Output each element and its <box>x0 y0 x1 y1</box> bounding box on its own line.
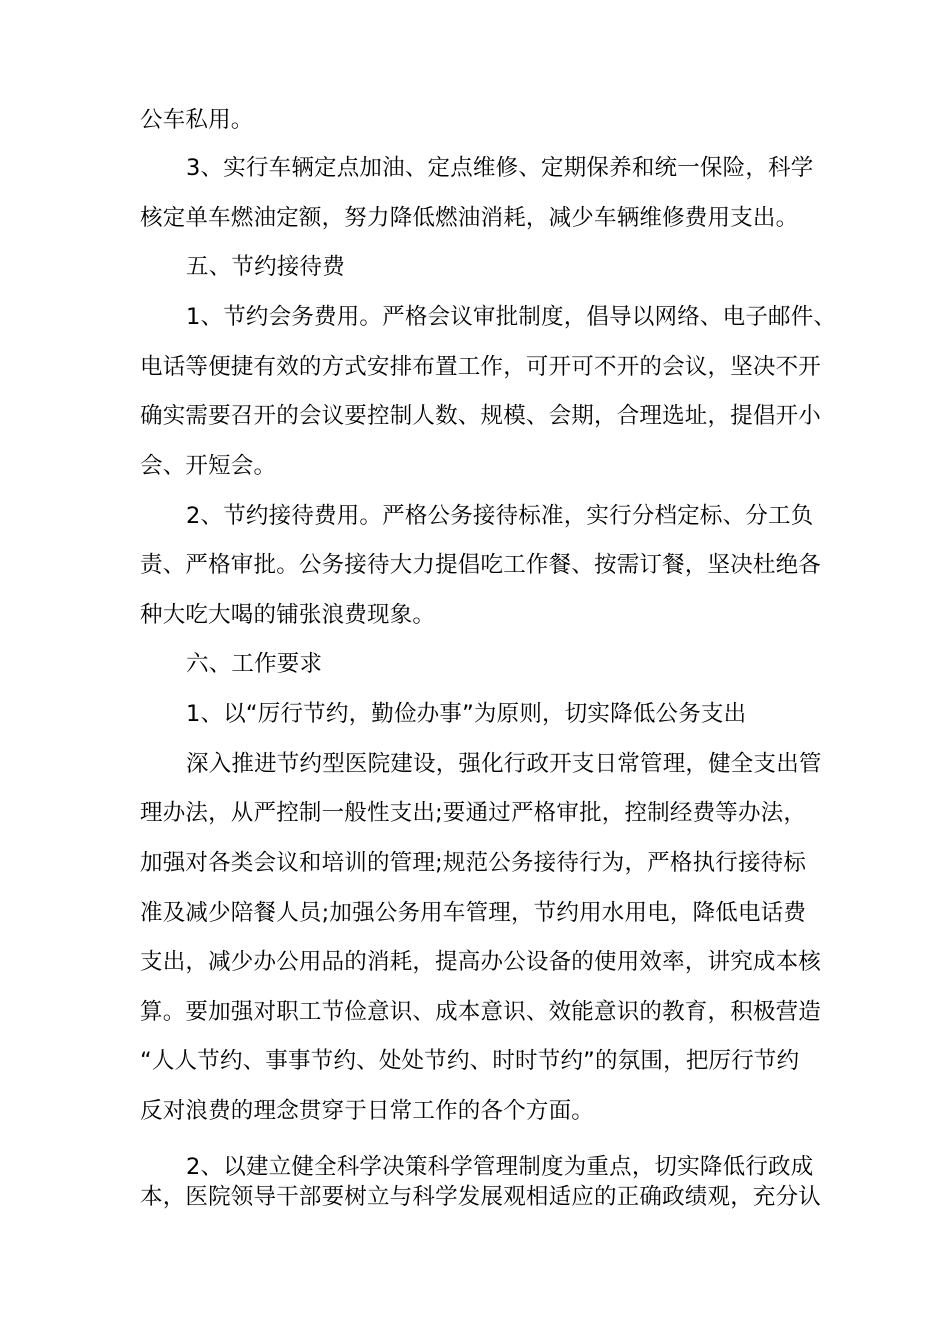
text-line: 本，医院领导干部要树立与科学发展观相适应的正确政绩观，充分认 <box>140 1184 822 1210</box>
text-line: “人人节约、事事节约、处处节约、时时节约”的氛围，把厉行节约 <box>140 1048 800 1074</box>
text-line: 3、实行车辆定点加油、定点维修、定期保养和统一保险，科学 <box>186 155 814 181</box>
text-line: 种大吃大喝的铺张浪费现象。 <box>140 602 436 628</box>
text-line: 反对浪费的理念贯穿于日常工作的各个方面。 <box>140 1098 595 1124</box>
text-line: 电话等便捷有效的方式安排布置工作，可开可不开的会议，坚决不开 <box>140 354 822 380</box>
text-line: 理办法，从严控制一般性支出;要通过严格审批，控制经费等办法， <box>140 800 807 826</box>
text-line: 核定单车燃油定额，努力降低燃油消耗，减少车辆维修费用支出。 <box>140 205 799 231</box>
section-heading: 六、工作要求 <box>186 651 323 677</box>
text-line: 加强对各类会议和培训的管理;规范公务接待行为，严格执行接待标 <box>140 850 807 876</box>
text-line: 1、以“厉行节约，勤俭办事”为原则，切实降低公务支出 <box>186 701 747 727</box>
text-line: 支出，减少办公用品的消耗，提高办公设备的使用效率，讲究成本核 <box>140 949 822 975</box>
text-line: 准及减少陪餐人员;加强公务用车管理，节约用水用电，降低电话费 <box>140 900 807 926</box>
text-line: 责、严格审批。公务接待大力提倡吃工作餐、按需订餐，坚决杜绝各 <box>140 552 822 578</box>
text-line: 深入推进节约型医院建设，强化行政开支日常管理，健全支出管 <box>186 751 822 777</box>
text-line: 公车私用。 <box>140 107 254 133</box>
section-heading: 五、节约接待费 <box>186 254 345 280</box>
text-line: 会、开短会。 <box>140 453 277 479</box>
text-line: 1、节约会务费用。严格会议审批制度，倡导以网络、电子邮件、 <box>186 304 837 330</box>
text-line: 2、节约接待费用。严格公务接待标准，实行分档定标、分工负 <box>186 503 814 529</box>
text-line: 算。要加强对职工节俭意识、成本意识、效能意识的教育，积极营造 <box>140 999 822 1025</box>
text-line: 确实需要召开的会议要控制人数、规模、会期，合理选址，提倡开小 <box>140 403 822 429</box>
text-line: 2、以建立健全科学决策科学管理制度为重点，切实降低行政成 <box>186 1154 814 1180</box>
